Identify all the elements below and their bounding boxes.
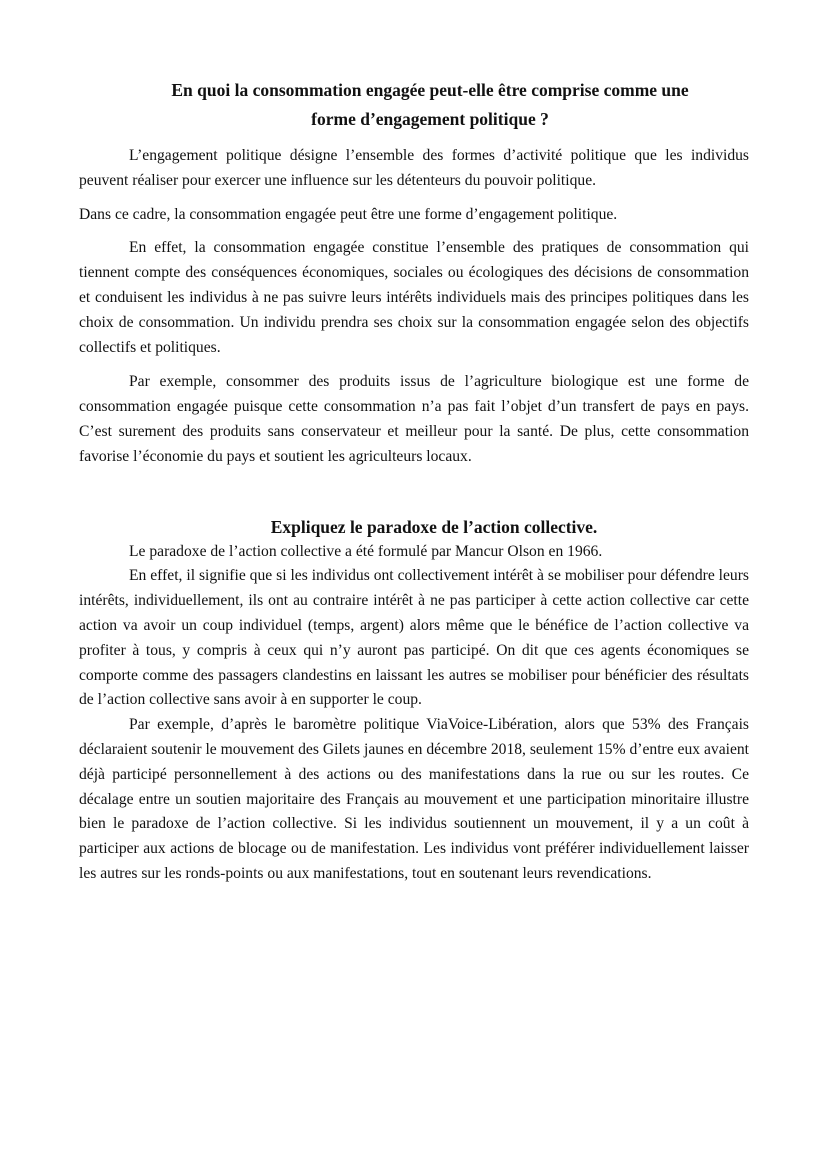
- section1-paragraph-1: L’engagement politique désigne l’ensemble des formes d’activité politique que les individus peuvent réaliser pour exercer une influence sur les détenteurs du pouvoir politique.: [79, 147, 749, 189]
- section1-paragraph-2: Dans ce cadre, la consommation engagée peut être une forme d’engagement politique.: [79, 205, 618, 223]
- section1-title-line2: forme d’engagement politique ?: [311, 109, 549, 129]
- section1-paragraph-4: Par exemple, consommer des produits issus de l’agriculture biologique est une forme de consommation engagée puisque cette consommation n’a pas fait l’objet d’un transfert de pays en pays. C’est surement des produits sans conservateur et meilleur pour la santé. De plus, cette consommation favorise l’économie du pays et soutient les agriculteurs locaux.: [79, 373, 749, 465]
- document-page: [79, 76, 749, 887]
- section2-paragraph-3: Par exemple, d’après le baromètre politique ViaVoice-Libération, alors que 53% des Français déclaraient soutenir le mouvement des Gilets jaunes en décembre 2018, seulement 15% d’entre eux avaient déjà participé personnellement à des actions ou des manifestations dans la rue ou sur les routes. Ce décalage entre un soutien majoritaire des Français au mouvement et une participation minoritaire illustre bien le paradoxe de l’action collective. Si les individus soutiennent un mouvement, il y a un coût à participer aux actions de blocage ou de manifestation. Les individus vont préférer individuellement laisser les autres sur les ronds-points ou aux manifestations, tout en soutenant leurs revendications.: [79, 716, 749, 882]
- section1-title: [79, 76, 749, 134]
- section1-paragraph-3: En effet, la consommation engagée constitue l’ensemble des pratiques de consommation qui tiennent compte des conséquences économiques, sociales ou écologiques des décisions de consommation et conduisent les individus à ne pas suivre leurs intérêts individuels mais des principes politiques dans les choix de consommation. Un individu prendra ses choix sur la consommation engagée selon des objectifs collectifs et politiques.: [79, 239, 749, 356]
- section2-paragraph-2: En effet, il signifie que si les individus ont collectivement intérêt à se mobiliser pour défendre leurs intérêts, individuellement, ils ont au contraire intérêt à ne pas participer à cette action collective car cette action va avoir un coup individuel (temps, argent) alors même que le bénéfice de l’action collective va profiter à tous, y compris à ceux qui n’y auront pas participé. On dit que ces agents économiques se comporte comme des passagers clandestins en laissant les autres se mobiliser pour bénéficier des résultats de l’action collective sans avoir à en supporter le coup.: [79, 567, 749, 709]
- section2-title: Expliquez le paradoxe de l’action collective.: [270, 516, 598, 537]
- section1-title-line1: En quoi la consommation engagée peut-elle être comprise comme une: [171, 80, 689, 100]
- section2-paragraph-1: Le paradoxe de l’action collective a été formulé par Mancur Olson en 1966.: [129, 542, 603, 560]
